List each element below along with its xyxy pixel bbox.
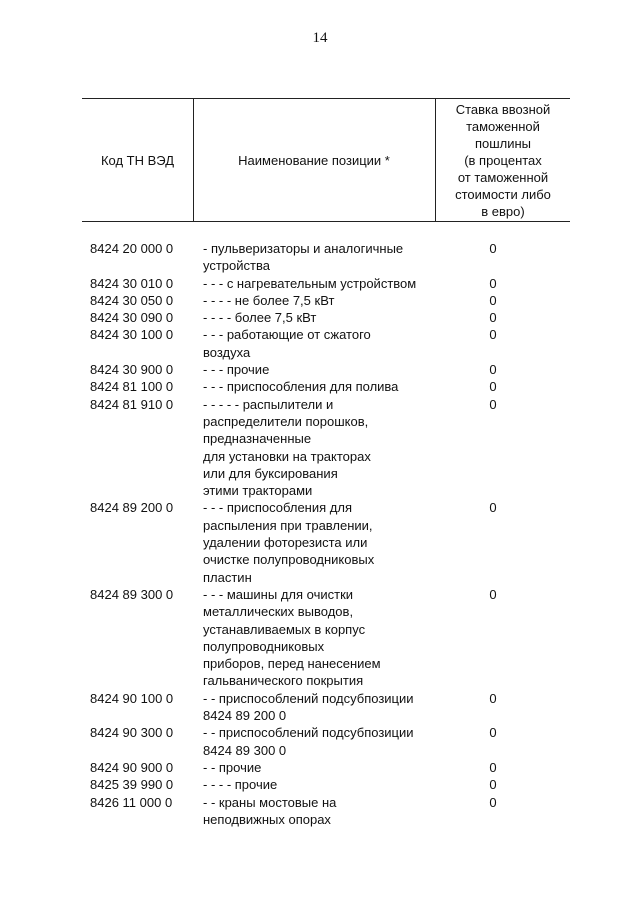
header-code: Код ТН ВЭД (100, 152, 175, 168)
row-code: 8424 30 010 0 (90, 275, 174, 291)
row-code: 8424 81 100 0 (90, 379, 174, 395)
row-rate: 0 (489, 725, 497, 741)
row-name: - - - работающие от сжатого воздуха (203, 327, 371, 360)
page-number: 14 (312, 30, 328, 46)
row-name: - - - - более 7,5 кВт (203, 310, 317, 326)
table-row (90, 326, 540, 361)
row-name: - пульверизаторы и аналогичные устройства (203, 241, 404, 274)
row-rate: 0 (489, 310, 497, 326)
row-name: - - - машины для очистки металлических выводов, устанавливаемых в корпус полупроводниковых приборов, перед нанесением гальванического покрытия (203, 586, 381, 689)
row-rate: 0 (489, 241, 497, 256)
row-rate: 0 (489, 275, 497, 291)
row-code: 8424 89 300 0 (90, 586, 174, 602)
row-rate: 0 (489, 777, 497, 793)
row-code: 8424 89 200 0 (90, 500, 174, 516)
row-code: 8424 30 050 0 (90, 292, 174, 308)
table-row (90, 794, 540, 829)
table-row (90, 776, 540, 793)
table-row (90, 275, 540, 292)
row-name: - - приспособлений подсубпозиции 8424 89 200 0 (203, 690, 414, 724)
row-code: 8425 39 990 0 (90, 777, 174, 793)
row-code: 8424 90 900 0 (90, 759, 174, 775)
row-code: 8424 30 090 0 (90, 310, 174, 326)
row-code: 8426 11 000 0 (90, 794, 173, 810)
table-row (90, 499, 540, 585)
row-code: 8424 20 000 0 (90, 241, 174, 256)
table-row (90, 586, 540, 690)
row-rate: 0 (489, 327, 497, 343)
row-name: - - приспособлений подсубпозиции 8424 89 300 0 (203, 725, 414, 758)
row-code: 8424 81 910 0 (90, 396, 174, 412)
table-row (90, 378, 540, 395)
row-code: 8424 30 100 0 (90, 327, 174, 343)
row-code: 8424 90 300 0 (90, 725, 174, 741)
row-name: - - - - - распылители и распределители порошков, предназначенные для установки на тракторах или для буксирования этими тракторами (203, 396, 371, 499)
row-rate: 0 (489, 794, 497, 810)
table-row (90, 396, 540, 500)
table-row (90, 690, 540, 725)
row-name: - - - приспособления для распыления при травлении, удалении фоторезиста или очистке полупроводниковых пластин (203, 500, 375, 585)
table-body (90, 240, 540, 828)
table-row (90, 361, 540, 378)
row-rate: 0 (489, 586, 497, 602)
table-row (90, 292, 540, 309)
row-rate: 0 (489, 396, 497, 412)
row-name: - - краны мостовые на неподвижных опорах (203, 794, 337, 827)
row-name: - - - прочие (203, 362, 270, 378)
row-rate: 0 (489, 362, 497, 378)
row-name: - - - с нагревательным устройством (203, 275, 417, 291)
table-row (90, 240, 540, 275)
row-name: - - - приспособления для полива (203, 379, 399, 395)
table-row (90, 309, 540, 326)
table-row (90, 724, 540, 759)
row-code: 8424 30 900 0 (90, 362, 174, 378)
header-rate: Ставка ввозной таможенной пошлины (в процентах от таможенной стоимости либо в евро) (455, 101, 551, 219)
row-rate: 0 (489, 500, 497, 516)
table-header (82, 98, 570, 222)
row-name: - - - - прочие (203, 777, 278, 793)
row-name: - - - - не более 7,5 кВт (203, 292, 335, 308)
row-rate: 0 (489, 292, 497, 308)
row-code: 8424 90 100 0 (90, 690, 174, 706)
row-rate: 0 (489, 379, 497, 395)
row-rate: 0 (489, 690, 497, 706)
row-rate: 0 (489, 759, 497, 775)
row-name: - - прочие (203, 759, 262, 775)
header-name: Наименование позиции * (238, 152, 390, 168)
table-row (90, 759, 540, 776)
